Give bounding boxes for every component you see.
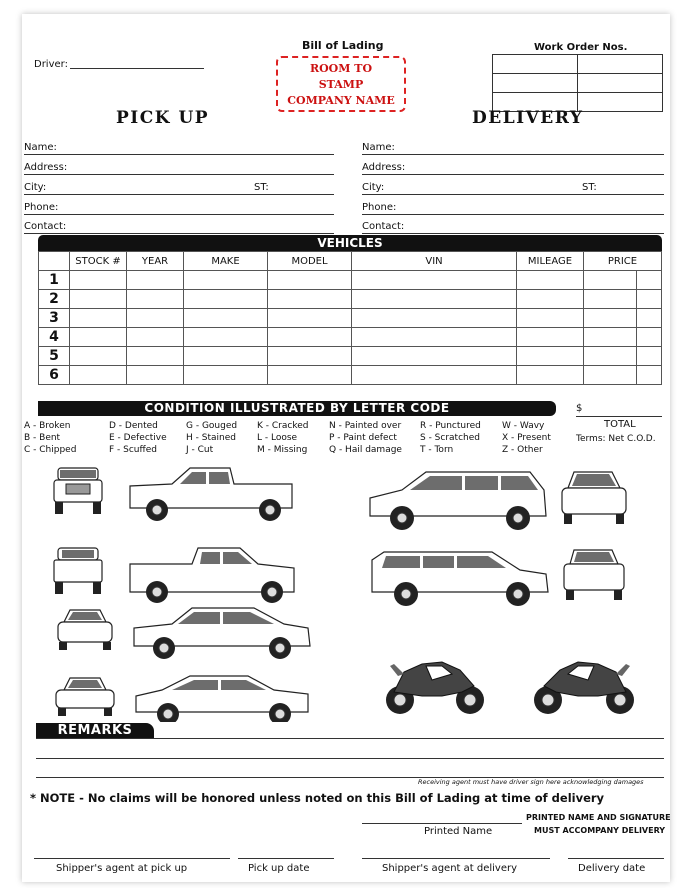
- sedan-front-view[interactable]: [58, 610, 112, 650]
- table-cell[interactable]: [184, 290, 268, 309]
- table-cell[interactable]: [268, 290, 352, 309]
- code-item: T - Torn: [420, 445, 454, 455]
- pickup-phone-label: Phone:: [24, 202, 59, 213]
- table-cell[interactable]: [584, 366, 637, 385]
- table-cell[interactable]: [637, 290, 662, 309]
- table-cell[interactable]: [584, 328, 637, 347]
- table-cell[interactable]: [584, 347, 637, 366]
- table-cell[interactable]: [584, 271, 637, 290]
- table-cell[interactable]: [127, 271, 184, 290]
- code-item: X - Present: [502, 433, 551, 443]
- motorcycle-side-view-left[interactable]: [534, 662, 634, 714]
- delivery-address-field[interactable]: [362, 162, 664, 175]
- delivery-name-field[interactable]: [362, 142, 664, 155]
- vehicles-table: [38, 251, 662, 385]
- table-cell[interactable]: [352, 366, 517, 385]
- table-cell[interactable]: [517, 271, 584, 290]
- code-item: W - Wavy: [502, 421, 545, 431]
- row-number: 1: [39, 271, 70, 290]
- code-item: R - Punctured: [420, 421, 481, 431]
- code-item: N - Painted over: [329, 421, 402, 431]
- table-row: [39, 347, 662, 366]
- delivery-agent-field[interactable]: [362, 848, 550, 859]
- delivery-city-label: City:: [362, 182, 385, 193]
- table-cell[interactable]: [184, 328, 268, 347]
- table-row: [39, 309, 662, 328]
- row-number: 3: [39, 309, 70, 328]
- table-cell[interactable]: [637, 271, 662, 290]
- code-item: H - Stained: [186, 433, 236, 443]
- table-cell[interactable]: [517, 366, 584, 385]
- pickup-agent-label: Shipper's agent at pick up: [56, 863, 188, 874]
- pickup-agent-field[interactable]: [34, 848, 230, 859]
- bill-of-lading-form: [22, 14, 670, 882]
- driver-label: Driver:: [34, 59, 68, 70]
- delivery-title: DELIVERY: [472, 108, 584, 128]
- stamp-line-2: STAMP: [318, 78, 364, 91]
- table-cell[interactable]: [584, 290, 637, 309]
- table-cell[interactable]: [637, 309, 662, 328]
- sedan-side-view-right[interactable]: [134, 608, 310, 659]
- table-cell[interactable]: [637, 347, 662, 366]
- column-header: MODEL: [268, 252, 352, 271]
- pickup-address-label: Address:: [24, 162, 68, 173]
- pickup-title: PICK UP: [116, 108, 210, 128]
- row-number: 4: [39, 328, 70, 347]
- table-cell[interactable]: [352, 347, 517, 366]
- delivery-phone-label: Phone:: [362, 202, 397, 213]
- table-cell[interactable]: [184, 271, 268, 290]
- pickup-st-label: ST:: [254, 182, 269, 193]
- table-cell[interactable]: [517, 309, 584, 328]
- table-cell[interactable]: [268, 347, 352, 366]
- total-field[interactable]: [576, 404, 662, 417]
- delivery-phone-field[interactable]: [362, 202, 664, 215]
- column-header: MAKE: [184, 252, 268, 271]
- code-item: C - Chipped: [24, 445, 77, 455]
- remarks-banner: REMARKS: [36, 723, 154, 739]
- table-cell[interactable]: [517, 347, 584, 366]
- total-label: TOTAL: [604, 419, 636, 430]
- table-cell[interactable]: [70, 328, 127, 347]
- receiving-agent-note: Receiving agent must have driver sign here acknowledging damages: [418, 778, 644, 786]
- column-header: PRICE: [584, 252, 662, 271]
- table-cell[interactable]: [70, 271, 127, 290]
- delivery-contact-field[interactable]: [362, 221, 664, 234]
- vehicle-damage-diagrams[interactable]: [22, 460, 670, 722]
- row-number: 6: [39, 366, 70, 385]
- code-item: M - Missing: [257, 445, 308, 455]
- signature-requirement-2: MUST ACCOMPANY DELIVERY: [534, 826, 666, 835]
- remarks-line-2[interactable]: [36, 746, 664, 759]
- table-cell[interactable]: [352, 328, 517, 347]
- pickup-contact-field[interactable]: [24, 221, 334, 234]
- stamp-line-1: ROOM TO: [309, 62, 373, 75]
- pickup-contact-label: Contact:: [24, 221, 67, 232]
- table-cell[interactable]: [70, 309, 127, 328]
- table-cell[interactable]: [70, 347, 127, 366]
- form-title: Bill of Lading: [302, 39, 384, 52]
- table-cell[interactable]: [268, 328, 352, 347]
- column-header: STOCK #: [70, 252, 127, 271]
- delivery-agent-label: Shipper's agent at delivery: [382, 863, 518, 874]
- table-cell[interactable]: [70, 366, 127, 385]
- table-cell[interactable]: [517, 290, 584, 309]
- code-item: S - Scratched: [420, 433, 480, 443]
- code-item: Z - Other: [502, 445, 543, 455]
- printed-name-field[interactable]: [362, 811, 522, 824]
- truck-side-view-right[interactable]: [130, 548, 294, 603]
- table-cell[interactable]: [268, 309, 352, 328]
- delivery-st-label: ST:: [582, 182, 597, 193]
- delivery-address-label: Address:: [362, 162, 406, 173]
- pickup-date-field[interactable]: [238, 848, 334, 859]
- table-cell[interactable]: [127, 290, 184, 309]
- table-cell[interactable]: [127, 309, 184, 328]
- delivery-date-label: Delivery date: [578, 863, 646, 874]
- table-cell[interactable]: [352, 271, 517, 290]
- claims-note: * NOTE - No claims will be honored unless noted on this Bill of Lading at time of delivery: [30, 791, 605, 805]
- code-item: P - Paint defect: [329, 433, 397, 443]
- row-number-header: [39, 252, 70, 271]
- truck-side-view-left[interactable]: [130, 468, 292, 521]
- condition-banner: CONDITION ILLUSTRATED BY LETTER CODE: [38, 401, 556, 416]
- table-row: [39, 328, 662, 347]
- table-cell[interactable]: [127, 347, 184, 366]
- sedan-rear-view[interactable]: [56, 678, 114, 716]
- code-item: E - Defective: [109, 433, 167, 443]
- table-cell[interactable]: [127, 366, 184, 385]
- suv-rear-view[interactable]: [564, 550, 624, 600]
- delivery-date-field[interactable]: [568, 848, 664, 859]
- vehicles-banner: VEHICLES: [38, 235, 662, 251]
- code-item: J - Cut: [186, 445, 214, 455]
- work-order-cell[interactable]: [578, 55, 663, 74]
- terms-text: Terms: Net C.O.D.: [576, 434, 656, 444]
- table-cell[interactable]: [637, 328, 662, 347]
- work-order-table: [492, 54, 663, 112]
- vehicles-header-row: [39, 252, 662, 271]
- table-cell[interactable]: [70, 290, 127, 309]
- truck-rear-view[interactable]: [54, 548, 102, 594]
- company-stamp-placeholder: [276, 56, 406, 112]
- printed-name-label: Printed Name: [424, 826, 493, 837]
- work-order-title: Work Order Nos.: [534, 42, 628, 53]
- table-cell[interactable]: [184, 347, 268, 366]
- table-row: [39, 271, 662, 290]
- table-cell[interactable]: [127, 328, 184, 347]
- remarks-line-1[interactable]: [36, 726, 664, 739]
- code-item: B - Bent: [24, 433, 61, 443]
- truck-front-view[interactable]: [54, 468, 102, 514]
- work-order-cell[interactable]: [493, 74, 578, 93]
- pickup-phone-field[interactable]: [24, 202, 334, 215]
- currency-symbol: $: [576, 403, 583, 414]
- code-item: Q - Hail damage: [329, 445, 402, 455]
- pickup-name-field[interactable]: [24, 142, 334, 155]
- table-row: [39, 290, 662, 309]
- stamp-line-3: COMPANY NAME: [287, 94, 395, 107]
- code-item: A - Broken: [24, 421, 71, 431]
- code-item: D - Dented: [109, 421, 158, 431]
- code-item: F - Scuffed: [109, 445, 157, 455]
- suv-front-view[interactable]: [562, 472, 626, 524]
- pickup-name-label: Name:: [24, 142, 57, 153]
- table-cell[interactable]: [352, 290, 517, 309]
- pickup-city-label: City:: [24, 182, 47, 193]
- table-cell[interactable]: [268, 271, 352, 290]
- driver-field[interactable]: [70, 56, 204, 69]
- signature-requirement-1: PRINTED NAME AND SIGNATURE: [526, 813, 671, 822]
- work-order-cell[interactable]: [578, 74, 663, 93]
- suv-side-view-right[interactable]: [372, 552, 548, 606]
- row-number: 2: [39, 290, 70, 309]
- table-cell[interactable]: [184, 309, 268, 328]
- row-number: 5: [39, 347, 70, 366]
- delivery-city-field[interactable]: [362, 182, 664, 195]
- table-cell[interactable]: [352, 309, 517, 328]
- remarks-line-3[interactable]: [36, 765, 664, 778]
- table-cell[interactable]: [268, 366, 352, 385]
- pickup-address-field[interactable]: [24, 162, 334, 175]
- table-row: [39, 366, 662, 385]
- work-order-cell[interactable]: [578, 93, 663, 112]
- code-item: L - Loose: [257, 433, 298, 443]
- pickup-city-field[interactable]: [24, 182, 334, 195]
- table-cell[interactable]: [184, 366, 268, 385]
- table-cell[interactable]: [637, 366, 662, 385]
- work-order-cell[interactable]: [493, 55, 578, 74]
- table-cell[interactable]: [517, 328, 584, 347]
- pickup-date-label: Pick up date: [248, 863, 310, 874]
- table-cell[interactable]: [584, 309, 637, 328]
- motorcycle-side-view-right[interactable]: [386, 662, 484, 714]
- column-header: YEAR: [127, 252, 184, 271]
- column-header: MILEAGE: [517, 252, 584, 271]
- code-item: G - Gouged: [186, 421, 238, 431]
- column-header: VIN: [352, 252, 517, 271]
- suv-side-view-left[interactable]: [370, 472, 546, 530]
- sedan-side-view-left[interactable]: [136, 676, 308, 722]
- code-item: K - Cracked: [257, 421, 309, 431]
- delivery-contact-label: Contact:: [362, 221, 405, 232]
- delivery-name-label: Name:: [362, 142, 395, 153]
